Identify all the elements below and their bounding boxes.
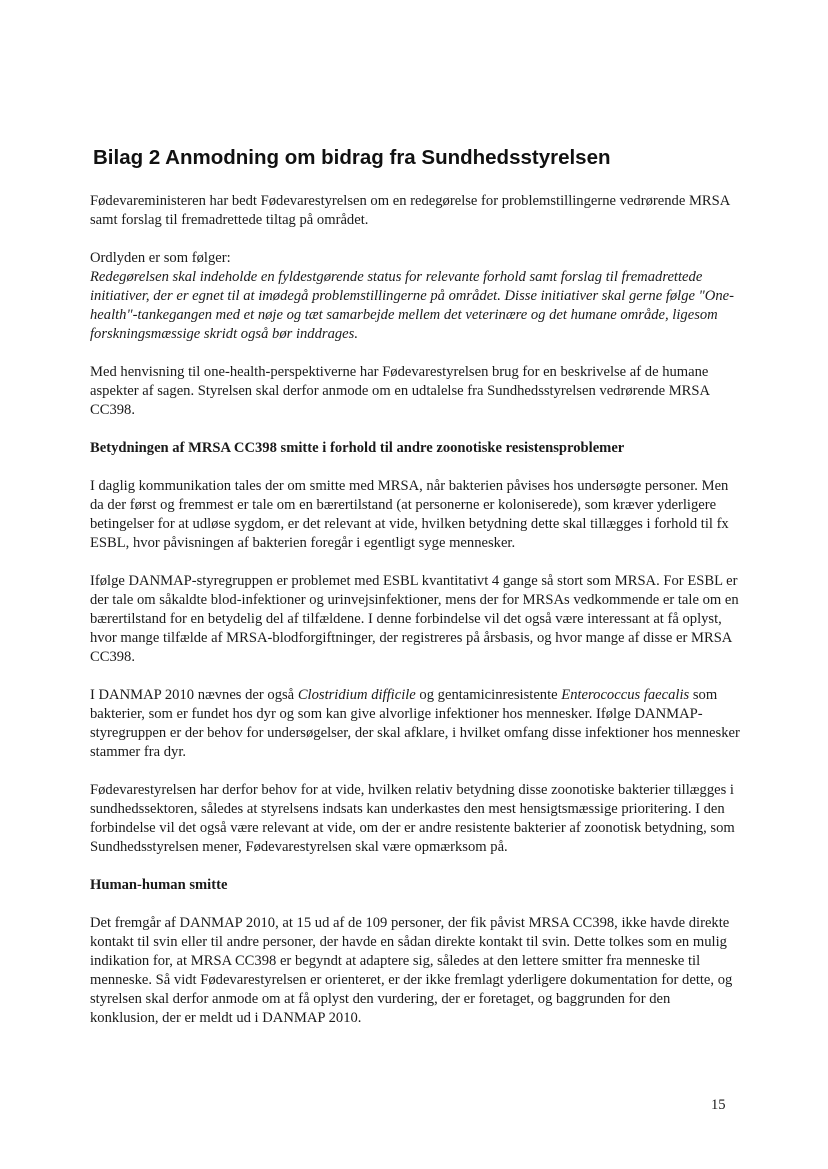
wording-label: Ordlyden er som følger: [90, 250, 231, 266]
section-1-paragraph-3 [90, 686, 740, 762]
paragraph-3-text-b: og gentamicinresistente [415, 687, 562, 703]
page-number: 15 [711, 1097, 726, 1113]
paragraph-3-text-a: I DANMAP 2010 nævnes der også [90, 687, 298, 703]
section-2-title: Human-human smitte [90, 877, 228, 893]
section-1-paragraph-1: I daglig kommunikation tales der om smitte med MRSA, når bakterien påvises hos undersøgte personer. Men da der først og fremmest er tale om en bærertilstand (at personerne er koloniserede), som kræver yderligere betingelser for at udløse sygdom, er det relevant at vide, hvilken betydning dette skal tillægges i forhold til fx ESBL, hvor påvisningen af bakterien foregår i egentligt syge mennesker. [90, 478, 729, 551]
section-2-paragraph-1: Det fremgår af DANMAP 2010, at 15 ud af de 109 personer, der fik påvist MRSA CC398, ikke havde direkte kontakt til svin eller til andre personer, der havde en sådan direkte kontakt til svin. Dette tolkes som en mulig indikation for, at MRSA CC398 er begyndt at adaptere sig, således at den lettere smitter fra menneske til menneske. Så vidt Fødevarestyrelsen er orienteret, er der ikke fremlagt yderligere dokumentation for dette, og styrelsen skal derfor anmode om at få oplyst den vurdering, der er foretaget, og baggrunden for den konklusion, der er meldt ud i DANMAP 2010. [90, 915, 733, 1026]
document-body [90, 192, 740, 1028]
enterococcus-term: Enterococcus faecalis [561, 687, 690, 703]
page-heading: Bilag 2 Anmodning om bidrag fra Sundhedsstyrelsen [93, 146, 611, 169]
section-1-paragraph-2: Ifølge DANMAP-styregruppen er problemet med ESBL kvantitativt 4 gange så stort som MRSA. For ESBL er der tale om såkaldte blod-infektioner og urinvejsinfektioner, mens der for MRSAs vedkommende er tale om en bærertilstand for en betydelig del af tilfældene. I denne forbindelse vil det også være interessant at få oplyst, hvor mange tilfælde af MRSA-blodforgiftninger, der registreres på årsbasis, og hvor mange af disse er MRSA CC398. [90, 573, 739, 665]
section-1-paragraph-4: Fødevarestyrelsen har derfor behov for at vide, hvilken relativ betydning disse zoonotiske bakterier tillægges i sundhedssektoren, således at styrelsens indsats kan underkastes den mest hensigtsmæssige prioritering. I den forbindelse vil det også være relevant at vide, om der er andre resistente bakterier af zoonotisk betydning, som Sundhedsstyrelsen mener, Fødevarestyrelsen skal være opmærksom på. [90, 782, 735, 855]
section-1-title: Betydningen af MRSA CC398 smitte i forhold til andre zoonotiske resistensproblemer [90, 440, 625, 456]
one-health-paragraph: Med henvisning til one-health-perspektiverne har Fødevarestyrelsen brug for en beskrivelse af de humane aspekter af sagen. Styrelsen skal derfor anmode om en udtalelse fra Sundhedsstyrelsen vedrørende MRSA CC398. [90, 364, 710, 418]
wording-quote: Redegørelsen skal indeholde en fyldestgørende status for relevante forhold samt forslag til fremadrettede initiativer, der er egnet til at imødegå problemstillingerne på området. Disse initiativer skal gerne følge "One-health"-tankegangen med et nøje og tæt samarbejde mellem det veterinære og det humane område, ligesom forskningsmæssige skridt også bør inddrages. [90, 269, 734, 342]
paragraph-3-text-c: som bakterier, som er fundet hos dyr og som kan give alvorlige infektioner hos mennesker. Ifølge DANMAP-styregruppen er der behov for undersøgelser, der skal afklare, i hvilket omfang disse infektioner hos mennesker stammer fra dyr. [90, 687, 740, 760]
clostridium-term: Clostridium difficile [297, 687, 416, 703]
intro-paragraph: Fødevareministeren har bedt Fødevarestyrelsen om en redegørelse for problemstillingerne vedrørende MRSA samt forslag til fremadrettede tiltag på området. [90, 193, 730, 228]
